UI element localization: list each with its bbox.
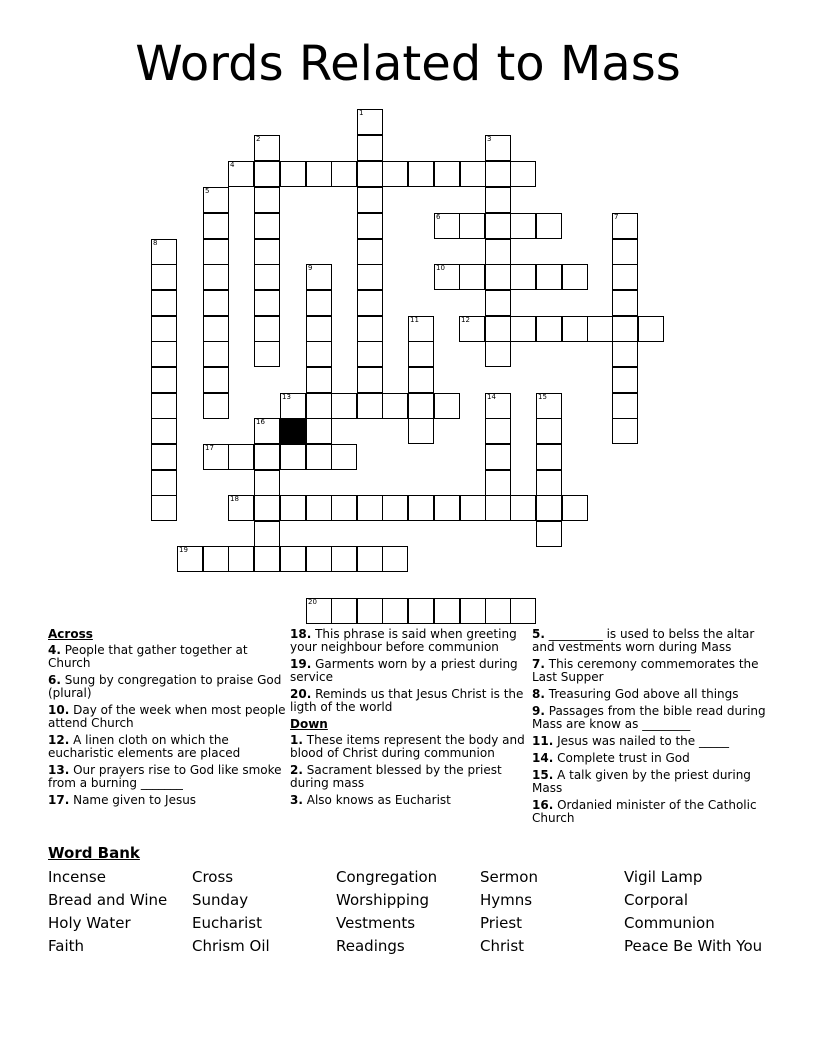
grid-cell[interactable]: [254, 470, 280, 496]
grid-cell[interactable]: [485, 213, 511, 239]
clue-number: 15: [538, 393, 547, 401]
grid-cell[interactable]: [254, 495, 280, 521]
word-bank-item: Sermon: [480, 868, 538, 886]
clues-column-1: [48, 628, 288, 811]
grid-cell[interactable]: [434, 264, 460, 290]
grid-cell[interactable]: [408, 393, 434, 419]
clue-down-14: 14. Complete trust in God: [532, 751, 690, 765]
grid-cell[interactable]: [254, 290, 280, 316]
grid-cell[interactable]: [357, 213, 383, 239]
word-bank-item: Bread and Wine: [48, 891, 168, 909]
grid-cell[interactable]: [434, 213, 460, 239]
grid-cell[interactable]: [254, 213, 280, 239]
clue-number: 17: [205, 444, 214, 452]
grid-cell[interactable]: [612, 418, 638, 444]
clue-down-15: 15. A talk given by the priest during Mass: [532, 768, 751, 795]
grid-cell[interactable]: [151, 444, 177, 470]
grid-cell[interactable]: [357, 598, 383, 624]
grid-cell[interactable]: [510, 495, 536, 521]
grid-cell[interactable]: [587, 316, 613, 342]
grid-cell[interactable]: [254, 135, 280, 161]
clue-down-7: 7. This ceremony commemorates the Last Supper: [532, 657, 759, 684]
grid-cell[interactable]: [228, 444, 254, 470]
grid-cell[interactable]: [612, 290, 638, 316]
grid-cell[interactable]: [203, 187, 229, 213]
grid-cell[interactable]: [434, 495, 460, 521]
grid-cell[interactable]: [203, 546, 229, 572]
grid-cell[interactable]: [151, 495, 177, 521]
clue-number: 11: [410, 316, 419, 324]
grid-cell[interactable]: [485, 290, 511, 316]
clue-across-17: 17. Name given to Jesus: [48, 793, 197, 807]
down-heading: Down: [290, 717, 328, 731]
word-bank-title: Word Bank: [48, 844, 140, 862]
grid-cell[interactable]: [306, 598, 332, 624]
grid-cell[interactable]: [151, 367, 177, 393]
grid-cell[interactable]: [485, 341, 511, 367]
clue-across-19: 19. Garments worn by a priest during service: [290, 657, 518, 684]
grid-cell[interactable]: [459, 264, 485, 290]
word-bank-item: Incense: [48, 868, 106, 886]
clue-across-6: 6. Sung by congregation to praise God (plural): [48, 673, 282, 700]
grid-cell[interactable]: [357, 367, 383, 393]
grid-cell[interactable]: [357, 495, 383, 521]
clue-number: 12: [461, 316, 470, 324]
clue-down-9: 9. Passages from the bible read during Mass are know as ________: [532, 704, 766, 731]
grid-cell[interactable]: [254, 341, 280, 367]
grid-cell[interactable]: [306, 290, 332, 316]
clue-across-20: 20. Reminds us that Jesus Christ is the ligth of the world: [290, 687, 524, 714]
clue-number: 3: [487, 135, 492, 143]
grid-cell[interactable]: [434, 393, 460, 419]
grid-cell[interactable]: [306, 495, 332, 521]
grid-cell[interactable]: [382, 598, 408, 624]
grid-cell[interactable]: [408, 598, 434, 624]
grid-cell[interactable]: [485, 239, 511, 265]
grid-cell[interactable]: [357, 135, 383, 161]
grid-cell[interactable]: [536, 316, 562, 342]
grid-cell[interactable]: [331, 393, 357, 419]
clue-across-12: 12. A linen cloth on which the eucharistic elements are placed: [48, 733, 241, 760]
grid-cell[interactable]: [460, 161, 486, 187]
grid-cell[interactable]: [254, 187, 280, 213]
grid-cell[interactable]: [510, 598, 536, 624]
grid-cell[interactable]: [254, 444, 280, 470]
black-cell: [280, 418, 306, 444]
grid-cell[interactable]: [357, 109, 383, 135]
grid-cell[interactable]: [203, 213, 229, 239]
grid-cell[interactable]: [459, 316, 485, 342]
grid-cell[interactable]: [536, 418, 562, 444]
grid-cell[interactable]: [280, 444, 306, 470]
word-bank-item: Faith: [48, 937, 84, 955]
grid-cell[interactable]: [638, 316, 664, 342]
grid-cell[interactable]: [382, 161, 408, 187]
word-bank-item: Hymns: [480, 891, 533, 909]
word-bank-item: Worshipping: [336, 891, 430, 909]
grid-cell[interactable]: [510, 213, 536, 239]
grid-cell[interactable]: [459, 213, 485, 239]
across-heading: Across: [48, 627, 93, 641]
grid-cell[interactable]: [357, 264, 383, 290]
grid-cell[interactable]: [408, 495, 434, 521]
grid-cell[interactable]: [460, 598, 486, 624]
grid-cell[interactable]: [510, 161, 536, 187]
clues-column-3: [532, 628, 772, 829]
grid-cell[interactable]: [382, 495, 408, 521]
word-bank-item: Vestments: [336, 914, 416, 932]
clue-down-5: 5. _________ is used to belss the altar and vestments worn during Mass: [532, 627, 755, 654]
grid-cell[interactable]: [536, 470, 562, 496]
clue-number: 6: [436, 213, 441, 221]
grid-cell[interactable]: [357, 393, 383, 419]
grid-cell[interactable]: [357, 316, 383, 342]
grid-cell[interactable]: [306, 546, 332, 572]
grid-cell[interactable]: [280, 546, 306, 572]
grid-cell[interactable]: [203, 367, 229, 393]
word-bank-item: Peace Be With You: [624, 937, 763, 955]
grid-cell[interactable]: [408, 367, 434, 393]
grid-cell[interactable]: [203, 341, 229, 367]
clue-number: 13: [282, 393, 291, 401]
grid-cell[interactable]: [306, 161, 332, 187]
grid-cell[interactable]: [485, 598, 511, 624]
word-bank-item: Sunday: [192, 891, 249, 909]
grid-cell[interactable]: [254, 546, 280, 572]
word-bank-item: Vigil Lamp: [624, 868, 703, 886]
word-bank-item: Congregation: [336, 868, 438, 886]
grid-cell[interactable]: [408, 161, 434, 187]
grid-cell[interactable]: [331, 598, 357, 624]
grid-cell[interactable]: [357, 546, 383, 572]
grid-cell[interactable]: [306, 264, 332, 290]
word-bank-item: Chrism Oil: [192, 937, 270, 955]
clue-down-1: 1. These items represent the body and blood of Christ during communion: [290, 733, 525, 760]
grid-cell[interactable]: [331, 546, 357, 572]
grid-cell[interactable]: [280, 393, 306, 419]
grid-cell[interactable]: [485, 444, 511, 470]
grid-cell[interactable]: [460, 495, 486, 521]
grid-cell[interactable]: [151, 341, 177, 367]
clue-down-16: 16. Ordanied minister of the Catholic Church: [532, 798, 757, 825]
grid-cell[interactable]: [562, 264, 588, 290]
clue-number: 8: [153, 239, 158, 247]
clue-number: 2: [256, 135, 261, 143]
grid-cell[interactable]: [203, 264, 229, 290]
grid-cell[interactable]: [408, 316, 434, 342]
grid-cell[interactable]: [485, 418, 511, 444]
grid-cell[interactable]: [357, 341, 383, 367]
grid-cell[interactable]: [510, 264, 536, 290]
grid-cell[interactable]: [357, 161, 383, 187]
grid-cell[interactable]: [485, 316, 511, 342]
grid-cell[interactable]: [254, 239, 280, 265]
grid-cell[interactable]: [177, 546, 203, 572]
grid-cell[interactable]: [203, 444, 229, 470]
grid-cell[interactable]: [612, 316, 638, 342]
grid-cell[interactable]: [434, 598, 460, 624]
grid-cell[interactable]: [485, 393, 511, 419]
clue-number: 20: [308, 598, 317, 606]
grid-cell[interactable]: [151, 316, 177, 342]
grid-cell[interactable]: [357, 187, 383, 213]
grid-cell[interactable]: [151, 239, 177, 265]
grid-cell[interactable]: [151, 393, 177, 419]
grid-cell[interactable]: [228, 161, 254, 187]
word-bank-item: Eucharist: [192, 914, 262, 932]
clue-number: 19: [179, 546, 188, 554]
grid-cell[interactable]: [306, 316, 332, 342]
clue-number: 4: [230, 161, 235, 169]
grid-cell[interactable]: [536, 444, 562, 470]
grid-cell[interactable]: [306, 418, 332, 444]
clue-across-13: 13. Our prayers rise to God like smoke from a burning _______: [48, 763, 282, 790]
grid-cell[interactable]: [331, 161, 357, 187]
grid-cell[interactable]: [485, 495, 511, 521]
grid-cell[interactable]: [536, 264, 562, 290]
grid-cell[interactable]: [485, 187, 511, 213]
clue-number: 14: [487, 393, 496, 401]
grid-cell[interactable]: [612, 367, 638, 393]
clue-across-10: 10. Day of the week when most people attend Church: [48, 703, 286, 730]
grid-cell[interactable]: [612, 213, 638, 239]
grid-cell[interactable]: [536, 521, 562, 547]
clue-down-3: 3. Also knows as Eucharist: [290, 793, 451, 807]
grid-cell[interactable]: [612, 239, 638, 265]
word-bank-item: Communion: [624, 914, 715, 932]
grid-cell[interactable]: [254, 316, 280, 342]
clue-number: 1: [359, 109, 364, 117]
word-bank-item: Readings: [336, 937, 405, 955]
clue-number: 9: [308, 264, 313, 272]
grid-cell[interactable]: [510, 316, 536, 342]
clue-across-4: 4. People that gather together at Church: [48, 643, 248, 670]
grid-cell[interactable]: [485, 161, 511, 187]
grid-cell[interactable]: [254, 418, 280, 444]
grid-cell[interactable]: [485, 264, 511, 290]
grid-cell[interactable]: [306, 341, 332, 367]
grid-cell[interactable]: [306, 367, 332, 393]
clues-column-2: [290, 628, 530, 811]
grid-cell[interactable]: [203, 239, 229, 265]
word-bank-item: Corporal: [624, 891, 689, 909]
grid-cell[interactable]: [536, 495, 562, 521]
grid-cell[interactable]: [203, 393, 229, 419]
grid-cell[interactable]: [203, 290, 229, 316]
clue-down-11: 11. Jesus was nailed to the _____: [532, 734, 729, 748]
page-title: Words Related to Mass: [135, 36, 681, 92]
clue-number: 10: [436, 264, 445, 272]
grid-cell[interactable]: [357, 239, 383, 265]
grid-cell[interactable]: [408, 418, 434, 444]
clue-number: 16: [256, 418, 265, 426]
grid-cell[interactable]: [331, 495, 357, 521]
grid-cell[interactable]: [382, 393, 408, 419]
word-bank-item: Christ: [480, 937, 525, 955]
grid-cell[interactable]: [434, 161, 460, 187]
grid-cell[interactable]: [536, 393, 562, 419]
grid-cell[interactable]: [203, 316, 229, 342]
grid-cell[interactable]: [408, 341, 434, 367]
grid-cell[interactable]: [562, 495, 588, 521]
word-bank-item: Cross: [192, 868, 234, 886]
grid-cell[interactable]: [151, 470, 177, 496]
grid-cell[interactable]: [306, 444, 332, 470]
clue-across-18: 18. This phrase is said when greeting your neighbour before communion: [290, 627, 517, 654]
grid-cell[interactable]: [151, 264, 177, 290]
grid-cell[interactable]: [612, 264, 638, 290]
grid-cell[interactable]: [151, 290, 177, 316]
grid-cell[interactable]: [612, 341, 638, 367]
grid-cell[interactable]: [306, 393, 332, 419]
grid-cell[interactable]: [228, 546, 254, 572]
word-bank-item: Holy Water: [48, 914, 131, 932]
grid-cell[interactable]: [228, 495, 254, 521]
grid-cell[interactable]: [485, 135, 511, 161]
grid-cell[interactable]: [280, 161, 306, 187]
grid-cell[interactable]: [254, 161, 280, 187]
grid-cell[interactable]: [254, 264, 280, 290]
clue-down-2: 2. Sacrament blessed by the priest during mass: [290, 763, 502, 790]
grid-cell[interactable]: [485, 470, 511, 496]
grid-cell[interactable]: [151, 418, 177, 444]
grid-cell[interactable]: [357, 290, 383, 316]
clue-number: 18: [230, 495, 239, 503]
grid-cell[interactable]: [382, 546, 408, 572]
grid-cell[interactable]: [280, 495, 306, 521]
clue-number: 5: [205, 187, 210, 195]
clue-down-8: 8. Treasuring God above all things: [532, 687, 739, 701]
grid-cell[interactable]: [331, 444, 357, 470]
grid-cell[interactable]: [536, 213, 562, 239]
clue-number: 7: [614, 213, 619, 221]
word-bank-item: Priest: [480, 914, 523, 932]
grid-cell[interactable]: [612, 393, 638, 419]
grid-cell[interactable]: [562, 316, 588, 342]
grid-cell[interactable]: [254, 521, 280, 547]
